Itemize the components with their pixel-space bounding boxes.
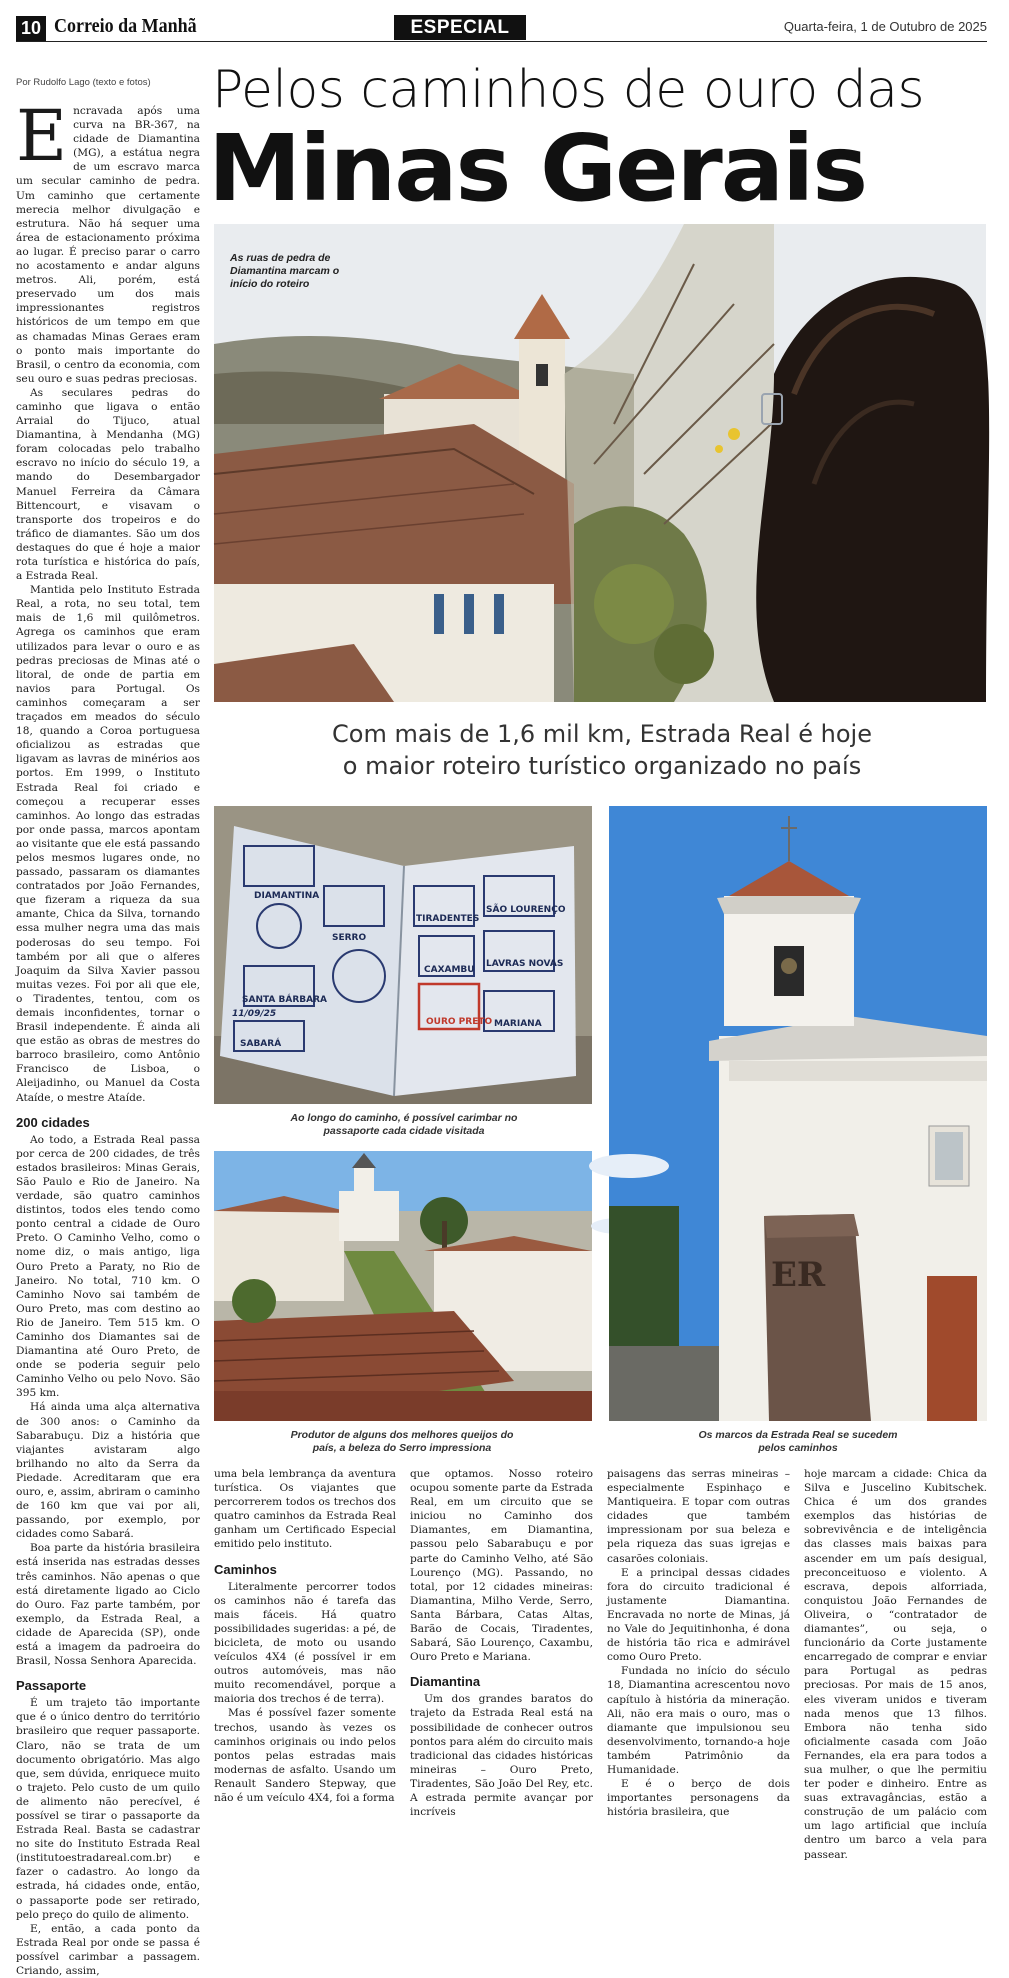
serro-photo-caption: Produtor de alguns dos melhores queijos do país, a beleza do Serro impressiona: [290, 1429, 514, 1454]
marco-church-photo: [609, 806, 987, 1421]
stamp-date: 11/09/25: [232, 1009, 277, 1019]
stamp-mariana: MARIANA: [494, 1019, 542, 1029]
main-photo-diamantina-rooftops: [214, 224, 986, 702]
article-column-1: [16, 95, 200, 1977]
paragraph: E a principal dessas cidades fora do circuito tradicional é justamente Diamantina. Encravada no norte de Minas, já no Vale do Jequitinhonha, é dona de história tão rica e admirável como Ouro Preto.: [607, 1566, 790, 1664]
header-divider: [16, 41, 987, 42]
byline: Por Rudolfo Lago (texto e fotos): [16, 77, 151, 88]
page-number: 10: [16, 16, 46, 41]
paragraph: E, então, a cada ponto da Estrada Real por onde se passa é possível carimbar a passagem. Criando, assim,: [16, 1922, 200, 1977]
paragraph: É um trajeto tão importante que é o único dentro do território brasileiro que requer passaporte. Claro, não se trata de um documento obrigatório. Mas algo que, sem dúvida, enriquece muito o trajeto. Pelo custo de um quilo de alimento não perecível, é possível se tirar o passaporte da Estrada Real. Basta se cadastrar no site do Instituto Estrada Real (institutoestradareal.com.br) e fazer o cadastro. Ao longo da estrada, há cidades onde, então, o passaporte pode ser retirado, pelo preço do quilo de alimento.: [16, 1697, 200, 1921]
lead-paragraph: [16, 95, 200, 386]
article-column-5: [804, 1467, 987, 1861]
paragraph: Fundada no início do século 18, Diamantina acrescentou novo capítulo à história da mineração. Ali, não era mais o ouro, mas o diamante que impulsionou seu desenvolvimento, tornando-a hoje também Patrimônio da Humanidade.: [607, 1665, 790, 1776]
subhead-200-cidades: 200 cidades: [16, 1114, 90, 1130]
passport-photo: [214, 806, 592, 1104]
lead-paragraph-text: ncravada após uma curva na BR-367, na cidade de Diamantina (MG), a estátua negra de um escravo marca um secular caminho de pedra. Um caminho que certamente merecia melhor divulgação e estrutura. Não há sequer uma área de estacionamento próxima ao lugar. É preciso parar o carro no acostamento e andar alguns metros. Ali, porém, está preservado um dos mais impressionantes registros históricos de um tempo em que as chamadas Minas Geraes eram o ponto mais importante do Brasil, o centro da economia, com seu ouro e suas pedras preciosas.: [16, 105, 200, 385]
paragraph: Literalmente percorrer todos os caminhos não é tarefa das mais fáceis. Há quatro possibilidades sugeridas: a pé, de bicicleta, de moto ou usando veículos 4X4 (é possível ir em outros automóveis, mas não muito recomendável, porque a maioria dos trechos é de terra).: [214, 1580, 396, 1706]
paragraph: que optamos. Nosso roteiro ocupou somente parte da Estrada Real, em um circuito que se iniciou no Caminho dos Diamantes, em Diamantina, passou pelo Sabarabuçu e por parte do Caminho Velho, até São Lourenço (MG). Passando, no total, por 12 cidades mineiras: Diamantina, Milho Verde, Serro, Santa Bárbara, Catas Altas, Barão de Cocais, Tiradentes, Sabará, São Lourenço, Caxambu, Ouro Preto e Mariana.: [410, 1468, 593, 1664]
marker-er-text: ER: [771, 1255, 826, 1295]
article-column-3: [410, 1467, 593, 1819]
subhead-passaporte: Passaporte: [16, 1678, 87, 1694]
paragraph: Mantida pelo Instituto Estrada Real, a rota, no seu total, tem mais de 1,6 mil quilômetros. Agrega os caminhos que eram utilizados para levar o ouro e as pedras preciosas de Minas até o litoral, de onde de partia em navios para Portugal. Os caminhos começaram a ser traçados em meados do século 18, quando a Coroa portuguesa oficializou as estradas que ligavam as lavras de minérios aos portos. Em 1999, o Instituto Estrada Real foi criado e começou a recuperar esses caminhos. Ao longo das estradas por onde passa, marcos apontam ao visitante que ele está passando pelos mesmos lugares onde, no passado, passaram os diamantes contratados por João Fernandes, que fizeram a riqueza da sua amante, Chica da Silva, tornando essa mulher negra uma das mais poderosas do seu tempo. Foi também por ali que o alferes Joaquim da Silva Xavier passou muitas vezes. Foi por ali que ele, o Tiradentes, tentou, com os demais inconfidentes, tornar o Brasil independente. É ainda ali que estão as obras de mestres do barroco brasileiro, como Antônio Francisco de Lisboa, o Aleijadinho, ou Manuel da Costa Ataíde, o mestre Ataíde.: [16, 584, 200, 1104]
marco-photo-caption: Os marcos da Estrada Real se sucedem pelos caminhos: [698, 1429, 898, 1454]
stamp-caxambu: CAXAMBU: [424, 965, 475, 975]
paragraph: hoje marcam a cidade: Chica da Silva e Juscelino Kubitschek. Chica é um dos grandes exemplos das histórias de sobrevivência e de inteligência das classes mais baixas para ascender em um país desigual, preconceituoso e violento. A escrava, depois alforriada, conquistou João Fernandes de Oliveira, o “contratador de diamantes”, ou seja, o funcionário da Corte justamente encarregado de comprar e enviar para Portugal as pedras preciosas. Por mais de 15 anos, eles viveram unidos e tiveram nada menos que 13 filhos. Embora não tenha sido oficialmente casada com João Fernandes, ela era para todos a sua mulher, o que lhe permitiu ter poder e dinheiro. Entre as suas extravagâncias, estão a construção de um palácio com um lago artificial que incluía dentro um barco a vela para passear.: [804, 1468, 987, 1861]
passport-photo-caption: Ao longo do caminho, é possível carimbar no passaporte cada cidade visitada: [290, 1112, 518, 1137]
paragraph: paisagens das serras mineiras – especialmente Espinhaço e Mantiqueira. E topar com outras cidades que também impressionam por sua beleza e pela riqueza das suas igrejas e casarões coloniais.: [607, 1468, 790, 1565]
stamp-sabara: SABARÁ: [240, 1039, 282, 1049]
stamp-lavras-novas: LAVRAS NOVAS: [486, 959, 564, 969]
subheadline-line-1: Com mais de 1,6 mil km, Estrada Real é hoje: [332, 720, 872, 748]
drop-cap: E: [16, 95, 68, 177]
paragraph: Boa parte da história brasileira está inserida nas estradas desses três caminhos. Não apenas o que está diretamente ligado ao Ciclo do Ouro. Faz parte também, por exemplo, da Estrada Real, a cidade de Aparecida (SP), onde está a imagem da padroeira do Brasil, Nossa Senhora Aparecida.: [16, 1542, 200, 1668]
paragraph: As seculares pedras do caminho que ligava o então Arraial do Tijuco, atual Diamantina, à Mendanha (MG) foram colocadas pelo trabalho escravo no início do século 19, a mando do Desembargador Manuel Ferreira da Câmara Bittencourt, e visavam o transporte dos tropeiros e do tráfico de diamantes. São um dos destaques do que é hoje a maior rota turística e histórica do país, a Estrada Real.: [16, 386, 200, 583]
stamp-tiradentes: TIRADENTES: [416, 914, 480, 924]
article-column-2: [214, 1467, 396, 1804]
paragraph: Mas é possível fazer somente trechos, usando às vezes os caminhos originais ou indo pelos pontos pelas estradas mais modernas de asfalto. Usando um Renault Sandero Stepway, que não é um veículo 4X4, foi a forma: [214, 1707, 396, 1804]
paragraph: Um dos grandes baratos do trajeto da Estrada Real está na possibilidade de conhecer outros pontos para além do circuito mais tradicional das cidades históricas mineiras – Ouro Preto, Tiradentes, São João Del Rey, etc. A estrada permite avançar por incríveis: [410, 1693, 593, 1819]
stamp-santa-barbara: SANTA BÁRBARA: [242, 995, 327, 1005]
stamp-serro: SERRO: [332, 933, 367, 943]
stamp-diamantina: DIAMANTINA: [254, 891, 320, 901]
subheadline-line-2: o maior roteiro turístico organizado no país: [342, 752, 862, 780]
main-photo-caption: As ruas de pedra de Diamantina marcam o início do roteiro: [230, 252, 340, 290]
article-column-4: [607, 1467, 790, 1819]
issue-date: Quarta-feira, 1 de Outubro de 2025: [783, 19, 987, 34]
headline-line-1: Pelos caminhos de ouro das: [212, 60, 925, 120]
paragraph: uma bela lembrança da aventura turística. Os viajantes que percorrerem todos os trechos dos quatro caminhos da Estrada Real ganham um Certificado Especial emitido pelo instituto.: [214, 1468, 396, 1551]
stamp-sao-lourenco: SÃO LOURENÇO: [486, 905, 566, 915]
subhead-diamantina: Diamantina: [410, 1674, 481, 1690]
subheadline: [212, 718, 992, 782]
paragraph: Ao todo, a Estrada Real passa por cerca de 200 cidades, de três estados brasileiros: Minas Gerais, São Paulo e Rio de Janeiro. Na verdade, são quatro caminhos distintos, todos eles tendo como ponto central a cidade de Ouro Preto. O Caminho Velho, como o nome diz, o mais antigo, liga Ouro Preto a Paraty, no Rio de Janeiro. No total, 710 km. O Caminho Novo sai também de Ouro Preto, mas com destino ao Rio de Janeiro. Tem 515 km. O Caminho dos Diamantes sai de Diamantina até Ouro Preto, de onde se poderia seguir pelo Caminho Velho ou pelo Novo. São 395 km.: [16, 1133, 200, 1400]
newspaper-name: Correio da Manhã: [54, 15, 197, 37]
paragraph: E é o berço de dois importantes personagens da história brasileira, que: [607, 1778, 790, 1819]
paragraph: Há ainda uma alça alternativa de 300 anos: o Caminho da Sabarabuçu. Diz a história que viajantes avistaram algo brilhando no alto da Serra da Piedade. Acreditaram que era ouro, e, assim, abriram o caminho de 160 km que vai por ali, passando, por exemplo, por cidades como Sabará.: [16, 1401, 200, 1541]
stamp-ouro-preto: OURO PRETO: [426, 1017, 493, 1027]
subhead-caminhos: Caminhos: [214, 1561, 277, 1577]
serro-photo: [214, 1151, 592, 1421]
headline-line-2: Minas Gerais: [208, 115, 867, 222]
section-label: ESPECIAL: [394, 15, 526, 40]
